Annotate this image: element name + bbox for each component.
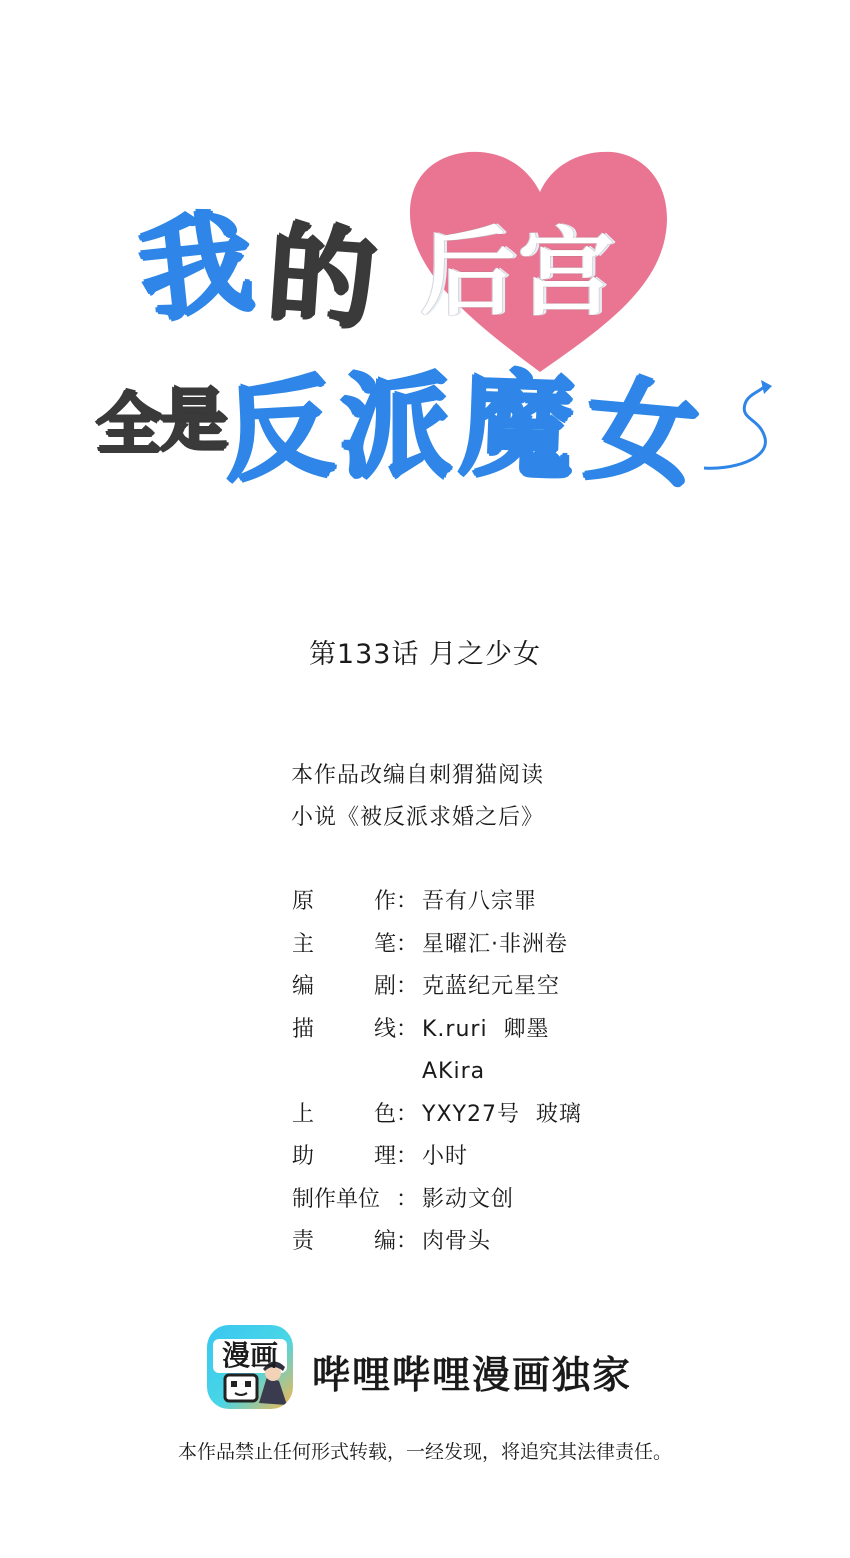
logo-char: 女: [580, 364, 704, 504]
credit-value: 星曜汇·非洲卷: [422, 931, 568, 957]
credit-label: 笔: [374, 931, 398, 957]
credit-label: 上: [292, 1101, 316, 1127]
copyright-notice: 本作品禁止任何形式转载，一经发现，将追究其法律责任。: [177, 1441, 672, 1463]
credit-colon: ：: [396, 974, 420, 999]
source-note: [291, 755, 544, 839]
credit-label: 主: [292, 931, 316, 957]
credit-label: 描: [292, 1016, 316, 1042]
logo-char: 是: [160, 382, 229, 461]
logo-char: 的: [263, 212, 381, 345]
credit-value: AKira: [422, 1059, 486, 1084]
credit-label: 编: [374, 1229, 398, 1254]
exclusive-label: 哔哩哔哩漫画独家: [312, 1352, 633, 1397]
credit-colon: ：: [396, 1144, 420, 1169]
credit-label: 责: [292, 1229, 316, 1254]
credit-colon: ：: [396, 931, 420, 957]
source-line-1: 本作品改编自刺猬猫阅读: [291, 763, 545, 788]
credit-label: 剧: [374, 974, 398, 999]
logo-char: 反: [220, 363, 338, 497]
credit-value: 吾有八宗罪: [422, 889, 538, 914]
chapter-title: 第133话 月之少女: [308, 639, 542, 670]
credit-colon: ：: [396, 889, 420, 914]
credit-colon: ：: [396, 1186, 420, 1212]
logo-char: 我: [133, 197, 259, 339]
credit-label: 助: [292, 1144, 316, 1169]
credit-label: 作: [374, 889, 398, 914]
logo-char: 全: [96, 386, 162, 463]
credit-label: 制作单位: [292, 1186, 381, 1212]
logo-char: 魔: [457, 358, 577, 495]
title-logo: [0, 0, 850, 560]
bilibili-comics-app-icon: [207, 1325, 293, 1409]
credit-colon: ：: [396, 1016, 420, 1042]
app-icon-text: 漫画: [221, 1339, 278, 1372]
source-line-2: 小说《被反派求婚之后》: [291, 805, 545, 830]
credit-label: 原: [292, 889, 316, 914]
credit-label: 线: [374, 1016, 398, 1042]
credit-label: 理: [374, 1144, 398, 1169]
credit-value: 肉骨头: [422, 1229, 492, 1254]
credit-label: 色: [374, 1101, 398, 1127]
credit-value: 小时: [422, 1144, 469, 1169]
credit-value: 克蓝纪元星空: [422, 974, 561, 999]
credit-value: 影动文创: [422, 1186, 515, 1212]
credit-value: YXY27号 玻璃: [422, 1101, 582, 1127]
credit-colon: ：: [396, 1229, 420, 1254]
credit-label: 编: [292, 974, 316, 999]
credit-value: K.ruri 卿墨: [422, 1016, 550, 1042]
logo-heart-text-1: 后宫: [420, 217, 616, 329]
logo-char: 派: [340, 363, 452, 493]
credit-colon: ：: [396, 1101, 420, 1127]
